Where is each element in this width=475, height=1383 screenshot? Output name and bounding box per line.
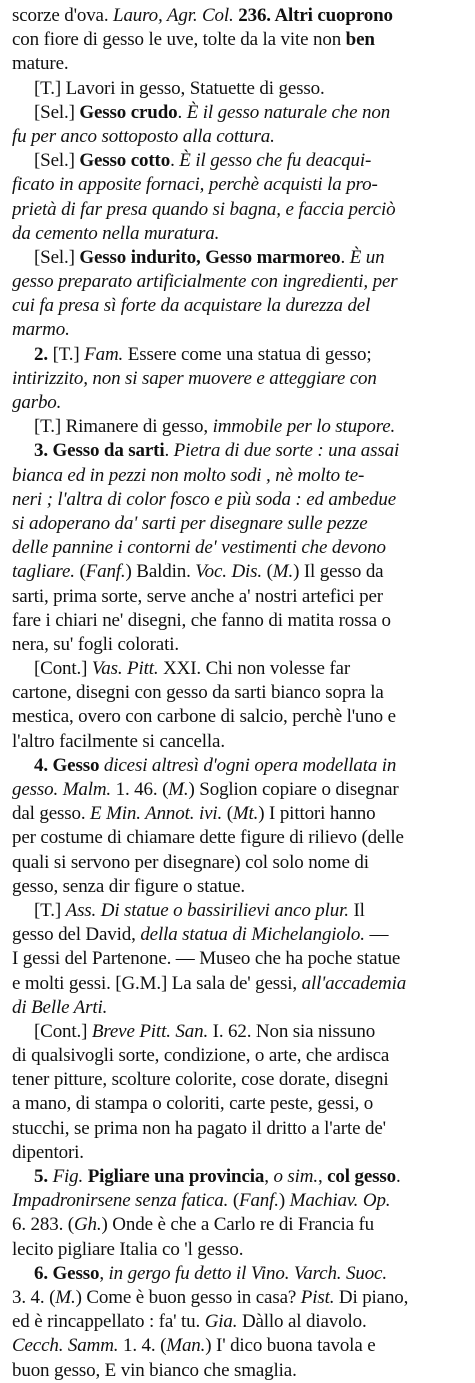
text-run: [Sel.] [34,101,80,123]
text-run: gesso. [12,779,59,800]
text-line [12,1286,467,1310]
text-run: Voc. Dis. [195,561,263,583]
text-run: neri ; l'altra di color fosco e più soda : ed ambedue [12,488,396,510]
text-line [12,343,467,367]
text-run: 3. Gesso da sarti [34,440,165,462]
text-line [12,923,467,947]
text-run: cartone, disegni con gesso da sarti bianco sopra la [12,682,384,704]
text-run: Essere come una statua di gesso; [123,343,372,365]
text-run: ) Onde è che a Carlo re di Francia fu [101,1214,374,1236]
text-line [12,875,467,899]
text-run: 1. 46. ( [111,779,169,800]
text-run: È il gesso naturale che non [186,101,391,123]
text-run: tener pitture, scolture colorite, cose dorate, disegni [12,1069,389,1091]
text-line [12,464,467,488]
text-line [12,1044,467,1068]
text-line [12,198,467,222]
text-line [12,996,467,1020]
text-run: . [395,1166,401,1187]
text-run: si adoperano da' sarti per disegnare sulle pezze [12,512,368,534]
text-run: Machiav. Op. [289,1190,391,1212]
text-line [12,1020,467,1044]
text-run: Pietra di due sorte : una assai [173,440,400,462]
text-run: — [364,924,389,946]
text-run: Malm. [62,779,112,800]
text-line [12,1189,467,1213]
text-run: [T.] Lavori in gesso, Statuette di gesso. [34,77,325,99]
text-run: M. [272,561,294,583]
text-line [12,730,467,754]
text-line [12,1334,467,1358]
text-run: gesso preparato artificialmente con ingredienti, per [12,271,398,293]
text-line [12,778,467,802]
dictionary-entry-gesso [12,4,467,1383]
text-line [12,1213,467,1237]
text-run: . [340,246,350,268]
text-run: Vas. Pitt. [91,658,159,680]
text-run: È il gesso che fu deacqui- [179,150,372,172]
text-run: ) Il gesso da [293,561,384,583]
text-run: ( [74,561,86,583]
text-run: M. [168,779,189,800]
text-run: ) I' dico buona tavola e [205,1335,376,1357]
text-run: ( [228,1190,239,1212]
text-run: Fanf. [239,1190,279,1212]
text-run: quali si servono per disegnare) col solo nome di [12,851,369,873]
text-run: ) Soglion copiare o disegnar [188,779,399,800]
text-run: [Sel.] [34,246,80,268]
text-run: nera, su' fogli colorati. [12,633,179,655]
text-run: mestica, overo con carbone di salcio, perchè l'uno e [12,706,396,728]
text-run: Gh. [73,1214,102,1236]
text-line [12,947,467,971]
text-line [12,1141,467,1165]
text-line [12,391,467,415]
text-line [12,173,467,197]
text-run: ) Baldin. [125,561,196,583]
text-run: gesso del David, [12,924,141,946]
text-line [12,415,467,439]
text-run: [T.] Rimanere di gesso, [34,416,213,438]
text-line [12,149,467,173]
text-run: marmo. [12,319,70,341]
text-run: Pigliare una provincia [87,1166,265,1187]
text-run: o sim. [273,1166,318,1187]
text-run: lecito pigliare Italia co 'l gesso. [12,1238,244,1260]
text-run: dipentori. [12,1141,84,1163]
text-run: 2. [34,343,53,365]
text-line [12,657,467,681]
text-run: fare i chiari ne' disegni, che fanno di matita rossa o [12,609,391,631]
text-run: in gergo fu detto il Vino. Varch. Suoc. [108,1262,387,1284]
text-run: [Cont.] [34,658,92,680]
text-run: I gessi del Partenone. — Museo che ha poche statue [12,948,401,970]
text-run: [T.] [34,899,66,921]
text-line [12,1092,467,1116]
text-line [12,802,467,826]
text-line [12,536,467,560]
text-run: all'accademia [301,972,407,994]
text-run: mature. [12,53,69,75]
text-run: 5. [34,1166,53,1187]
text-run: Mt. [232,803,259,825]
text-run: ben [345,29,375,51]
text-run: 6. 283. ( [12,1214,74,1236]
text-run: per costume di chiamare dette figure di rilievo (delle [12,827,404,849]
text-run: [T.] [52,343,85,365]
text-line [12,1310,467,1334]
text-line [12,125,467,149]
text-run: ) I pittori hanno [258,803,376,825]
text-run: , [264,1166,274,1187]
text-run: cui fa presa sì forte da acquistare la durezza del [12,295,371,317]
text-line [12,560,467,584]
text-run: Pist. [300,1286,335,1308]
text-line [12,28,467,52]
text-run: Gesso indurito, Gesso marmoreo [79,246,341,268]
text-run: Il [348,899,365,921]
text-run: ( [262,561,273,583]
text-run: immobile per lo stupore. [212,416,396,438]
text-run: XXI. Chi non volesse far [158,658,350,680]
text-run: . [164,440,174,462]
text-run: Cecch. Samm. [12,1335,119,1357]
text-line [12,705,467,729]
text-run: Gia. [204,1311,238,1333]
text-line [12,488,467,512]
text-line [12,318,467,342]
text-run: ficato in apposite fornaci, perchè acquisti la pro- [12,174,378,196]
text-run: con fiore di gesso le uve, tolte da la vite non [12,29,346,51]
text-run: di Belle Arti. [12,996,108,1018]
text-line [12,1238,467,1262]
text-run: Impadronirsene senza fatica. [12,1190,229,1212]
text-run: . [177,101,187,123]
text-line [12,826,467,850]
text-run: delle pannine i contorni de' vestimenti che devono [12,537,386,559]
text-line [12,681,467,705]
text-run: Ass. Di statue o bassirilievi anco plur. [65,899,349,921]
text-run: 6. Gesso [34,1262,100,1284]
text-run: Gesso crudo [79,101,178,123]
text-line [12,4,467,28]
text-run: È un [349,246,385,268]
text-run: intirizzito, non si saper muovere e atteggiare con [12,367,377,389]
text-line [12,439,467,463]
text-run: a mano, di stampa o coloriti, carte peste, gessi, o [12,1093,374,1115]
text-line [12,585,467,609]
text-run: gesso, senza dir figure o statue. [12,875,246,897]
text-run: E Min. Annot. ivi. [90,803,223,825]
text-run: ) Come è buon gesso in casa? [75,1286,301,1308]
text-run: ( [222,803,233,825]
text-line [12,270,467,294]
text-run: Dàllo al diavolo. [237,1311,367,1333]
text-run: bianca ed in pezzi non molto sodi , nè molto te- [12,464,365,486]
text-line [12,294,467,318]
text-run: col gesso [327,1166,396,1187]
text-run: 1. 4. ( [118,1335,167,1357]
text-run: [Cont.] [34,1020,92,1042]
text-run: M. [55,1286,76,1308]
text-run: 3. 4. ( [12,1286,56,1308]
text-run: scorze d'ova. [12,5,114,26]
text-line [12,633,467,657]
text-run: Man. [166,1335,206,1357]
text-line [12,972,467,996]
text-run: garbo. [12,392,62,413]
text-run: sarti, prima sorte, serve anche a' nostri artefici per [12,585,383,607]
text-line [12,101,467,125]
text-run: , [99,1262,109,1284]
text-run: prietà di far presa quando si bagna, e faccia perciò [12,198,396,220]
text-run: , [317,1166,328,1187]
text-line [12,609,467,633]
text-line [12,246,467,270]
text-run: Fanf. [85,561,126,583]
text-run: ) [278,1190,290,1212]
text-run: e molti gessi. [G.M.] La sala de' gessi, [12,972,302,994]
text-line [12,899,467,923]
text-run: Fam. [84,343,124,365]
text-line [12,222,467,246]
text-run: da cemento nella muratura. [12,222,220,244]
text-run: dal gesso. [12,803,91,825]
text-run: Gesso cotto [79,150,171,172]
text-run: Fig. [52,1166,84,1187]
text-run: 4. Gesso [34,754,104,776]
text-run: dicesi altresì d'ogni opera modellata in [103,754,397,776]
text-line [12,1117,467,1141]
text-line [12,52,467,76]
text-run: fu per anco sottoposto alla cottura. [12,125,275,147]
text-run: Di piano, [334,1286,409,1308]
text-run: della statua di Michelangiolo. [140,924,365,946]
text-line [12,77,467,101]
text-run: 236. Altri cuoprono [238,5,393,26]
text-line [12,754,467,778]
text-line [12,367,467,391]
text-run: stucchi, se prima non ha pagato il dritto a l'arte de' [12,1117,386,1139]
text-line [12,1165,467,1189]
text-run: Breve Pitt. San. [91,1020,209,1042]
text-run: buon gesso, E vin bianco che smaglia. [12,1359,297,1381]
text-line [12,1068,467,1092]
text-line [12,1359,467,1383]
text-run: ed è rincappellato : fa' tu. [12,1311,205,1333]
text-run: [Sel.] [34,150,80,172]
text-line [12,512,467,536]
text-run: Lauro, Agr. Col. [113,5,234,26]
text-line [12,851,467,875]
text-run: . [170,150,180,172]
text-run: l'altro facilmente si cancella. [12,730,225,752]
text-run: di qualsivogli sorte, condizione, o arte, che ardisca [12,1045,390,1067]
text-run: I. 62. Non sia nissuno [208,1020,376,1042]
text-line [12,1262,467,1286]
text-run: tagliare. [12,561,75,583]
